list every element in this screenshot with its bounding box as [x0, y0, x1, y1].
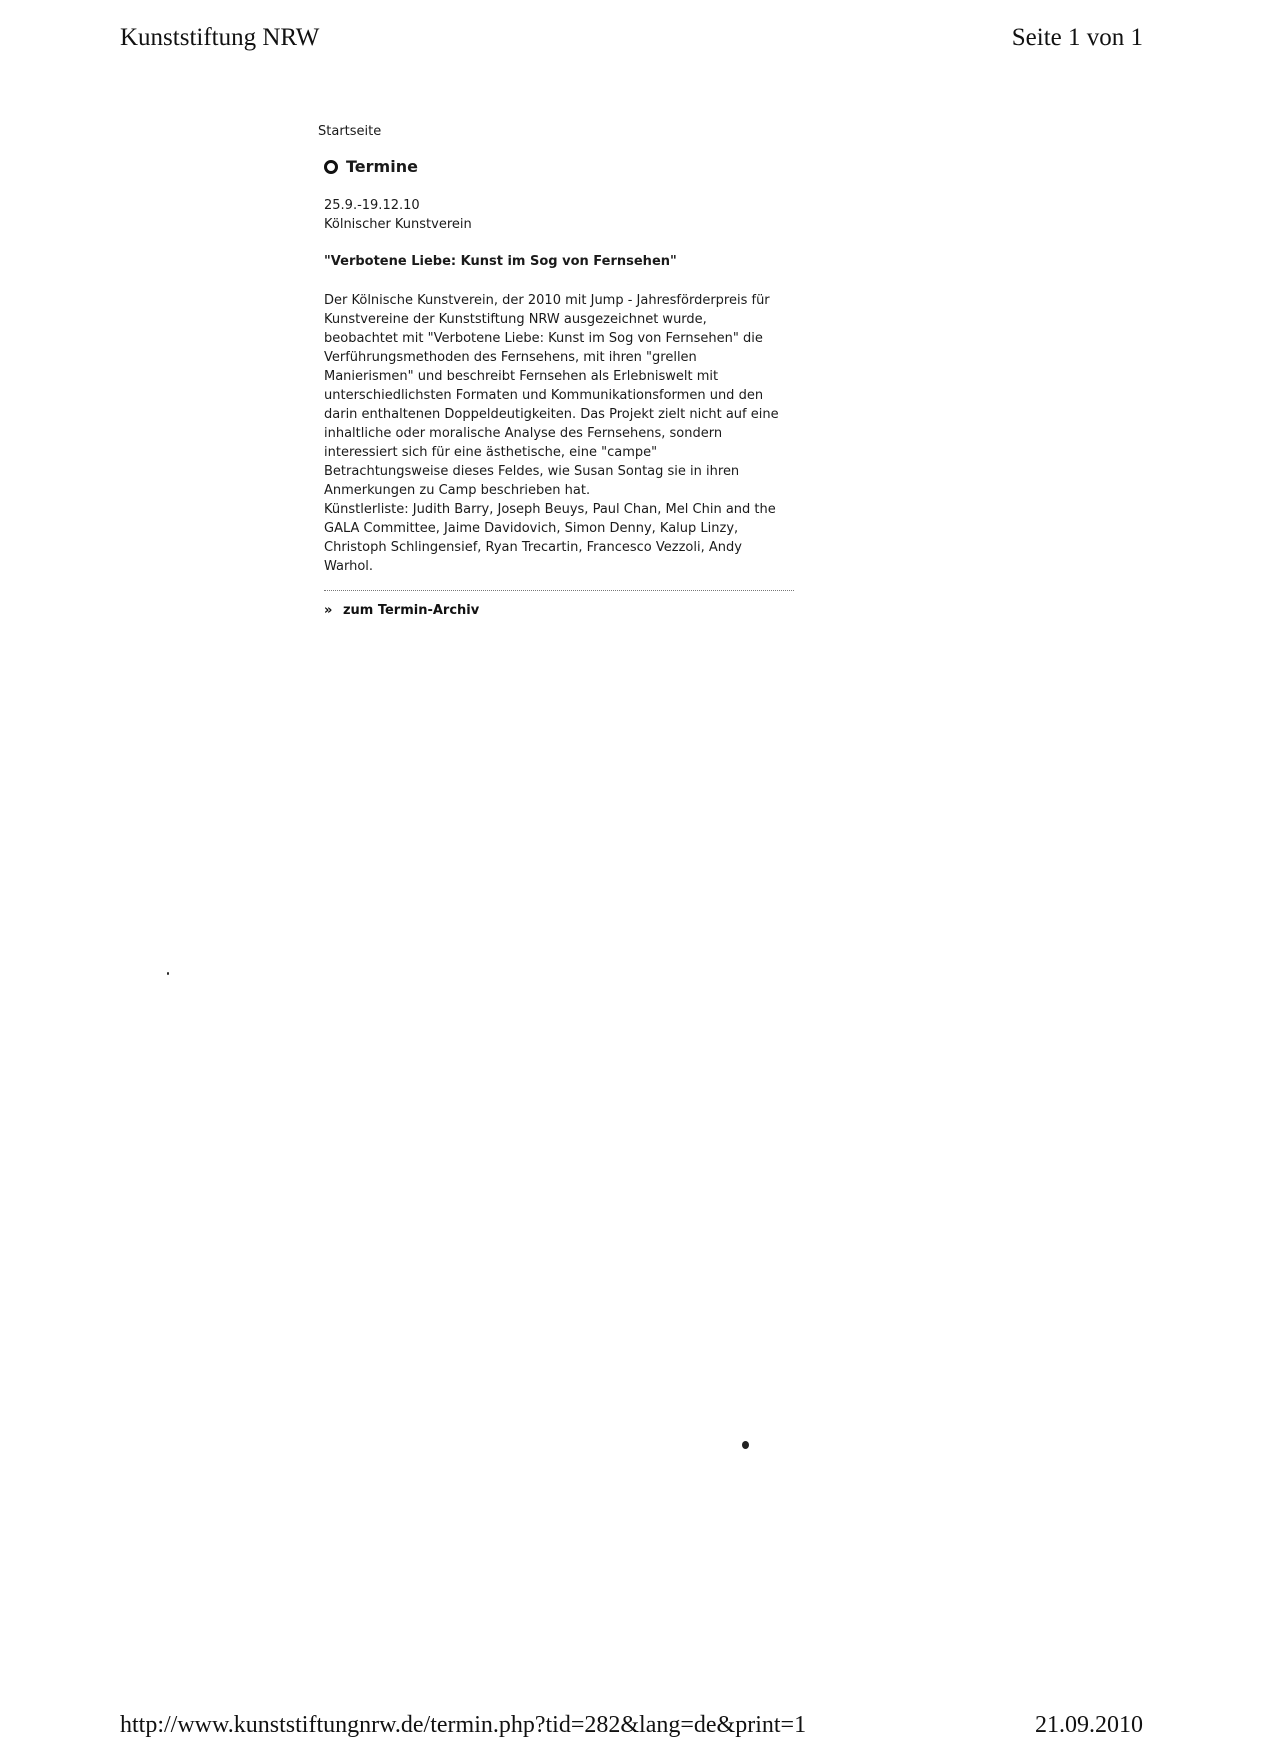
- print-footer-date: 21.09.2010: [1035, 1712, 1143, 1738]
- double-chevron-right-icon: »: [324, 603, 333, 618]
- event-artist-list: Künstlerliste: Judith Barry, Joseph Beuys, Paul Chan, Mel Chin and the GALA Committee, Jaime Davidovich, Simon Denny, Kalup Linzy, Christoph Schlingensief, Ryan Trecartin, Francesco Vezzoli, Andy Warhol.: [324, 502, 776, 574]
- print-header-page-indicator: Seite 1 von 1: [1011, 24, 1143, 51]
- print-footer-url: http://www.kunststiftungnrw.de/termin.php?tid=282&lang=de&print=1: [120, 1712, 807, 1738]
- divider: [324, 590, 794, 591]
- breadcrumb: [318, 122, 788, 141]
- section-title-text: Termine: [346, 157, 418, 176]
- scan-speck: [167, 972, 169, 975]
- scan-speck: [742, 1441, 749, 1449]
- event-dates: 25.9.-19.12.10: [324, 198, 420, 213]
- termin-archive-link[interactable]: [324, 601, 479, 620]
- circle-bullet-icon: [324, 160, 338, 174]
- event-body: [324, 291, 782, 576]
- section-heading: [324, 157, 788, 176]
- event-title: "Verbotene Liebe: Kunst im Sog von Fernsehen": [324, 254, 677, 269]
- event-venue: Kölnischer Kunstverein: [324, 217, 472, 232]
- event-description: Der Kölnische Kunstverein, der 2010 mit Jump - Jahresförderpreis für Kunstvereine der Kunststiftung NRW ausgezeichnet wurde, beobachtet mit "Verbotene Liebe: Kunst im Sog von Fernsehen" die Verführungsmethoden des Fernsehens, mit ihren "grellen Manierismen" und beschreibt Fernsehen als Erlebniswelt mit unterschiedlichsten Formaten und Kommunikationsformen und den darin enthaltenen Doppeldeutigkeiten. Das Projekt zielt nicht auf eine inhaltliche oder moralische Analyse des Fernsehens, sondern interessiert sich für eine ästhetische, eine "campe" Betrachtungsweise dieses Feldes, wie Susan Sontag sie in ihren Anmerkungen zu Camp beschrieben hat.: [324, 293, 779, 498]
- breadcrumb-home-link[interactable]: Startseite: [318, 124, 382, 139]
- main-content: [318, 122, 788, 620]
- termin-archive-link-label: zum Termin-Archiv: [342, 603, 480, 618]
- event-meta: [324, 196, 788, 234]
- print-header-site-title: Kunststiftung NRW: [120, 24, 320, 51]
